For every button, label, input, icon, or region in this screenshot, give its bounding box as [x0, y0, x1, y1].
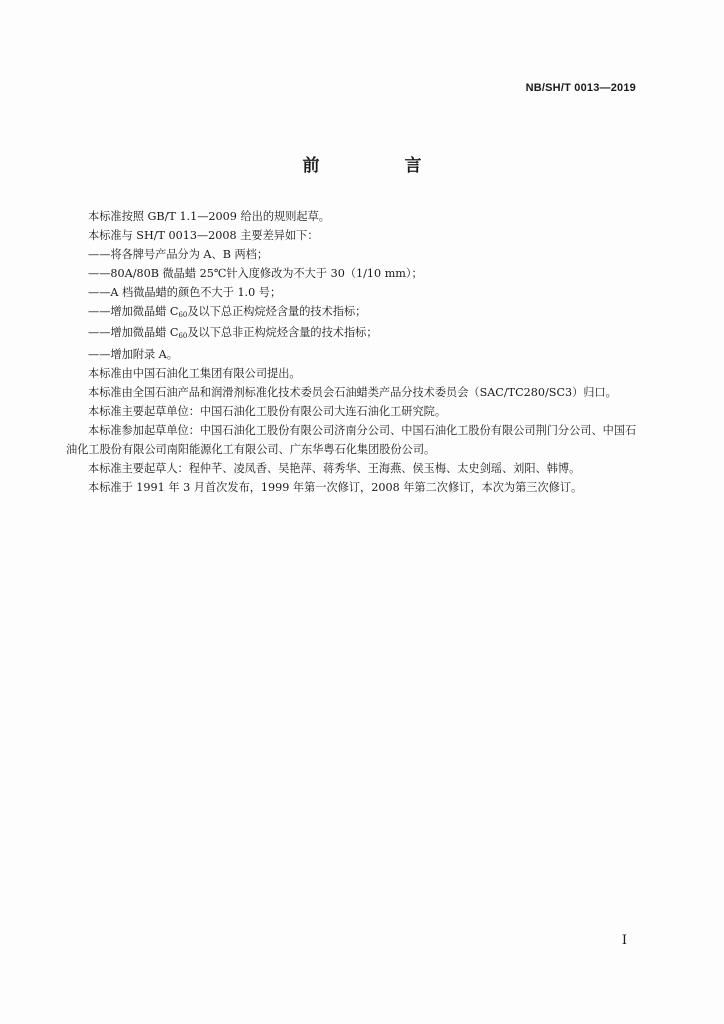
- list-item-non-n-alkanes-text-a: ——增加微晶蜡 C: [88, 326, 179, 340]
- list-item-n-alkanes: [66, 303, 638, 325]
- subscript-60: 60: [178, 310, 188, 319]
- standard-code: NB/SH/T 0013—2019: [525, 82, 636, 94]
- page-number: I: [621, 933, 627, 948]
- paragraph-differences-intro: 本标准与 SH/T 0013—2008 主要差异如下：: [88, 228, 319, 242]
- list-item-non-n-alkanes: [66, 324, 638, 346]
- page-title: 前 言: [302, 156, 456, 176]
- foreword-body: [66, 208, 638, 498]
- paragraph-participating-units: 本标准参加起草单位：中国石油化工股份有限公司济南分公司、中国石油化工股份有限公司荆门分公司、中国石油化工股份有限公司南阳能源化工有限公司、广东华粤石化集团股份公司。: [66, 423, 637, 456]
- paragraph-revision-history: 本标准于 1991 年 3 月首次发布，1999 年第一次修订，2008 年第二次修订，本次为第三次修订。: [88, 480, 583, 494]
- paragraph-main-drafting-unit: 本标准主要起草单位：中国石油化工股份有限公司大连石油化工研究院。: [88, 405, 447, 419]
- list-item-penetration: ——80A/80B 微晶蜡 25℃针入度修改为不大于 30（1/10 mm）；: [88, 266, 423, 280]
- paragraph-drafters: 本标准主要起草人：程仲芊、凌凤香、吴艳萍、蒋秀华、王海燕、侯玉梅、太史剑瑶、刘阳、韩博。: [88, 461, 581, 475]
- list-item-n-alkanes-text-a: ——增加微晶蜡 C: [88, 304, 179, 318]
- paragraph-administrator: 本标准由全国石油产品和润滑剂标准化技术委员会石油蜡类产品分技术委员会（SAC/TC280/SC3）归口。: [88, 386, 617, 400]
- paragraph-drafting-rules: 本标准按照 GB/T 1.1—2009 给出的规则起草。: [88, 210, 330, 223]
- list-item-grades: ——将各牌号产品分为 A、B 两档；: [88, 247, 269, 261]
- paragraph-proposer: 本标准由中国石油化工集团有限公司提出。: [88, 367, 301, 381]
- subscript-60: 60: [178, 332, 188, 341]
- list-item-color: ——A 档微晶蜡的颜色不大于 1.0 号；: [88, 285, 282, 299]
- list-item-n-alkanes-text-b: 及以下总正构烷烃含量的技术指标；: [187, 304, 367, 318]
- list-item-non-n-alkanes-text-b: 及以下总非正构烷烃含量的技术指标；: [187, 326, 378, 340]
- list-item-appendix: ——增加附录 A。: [88, 348, 178, 362]
